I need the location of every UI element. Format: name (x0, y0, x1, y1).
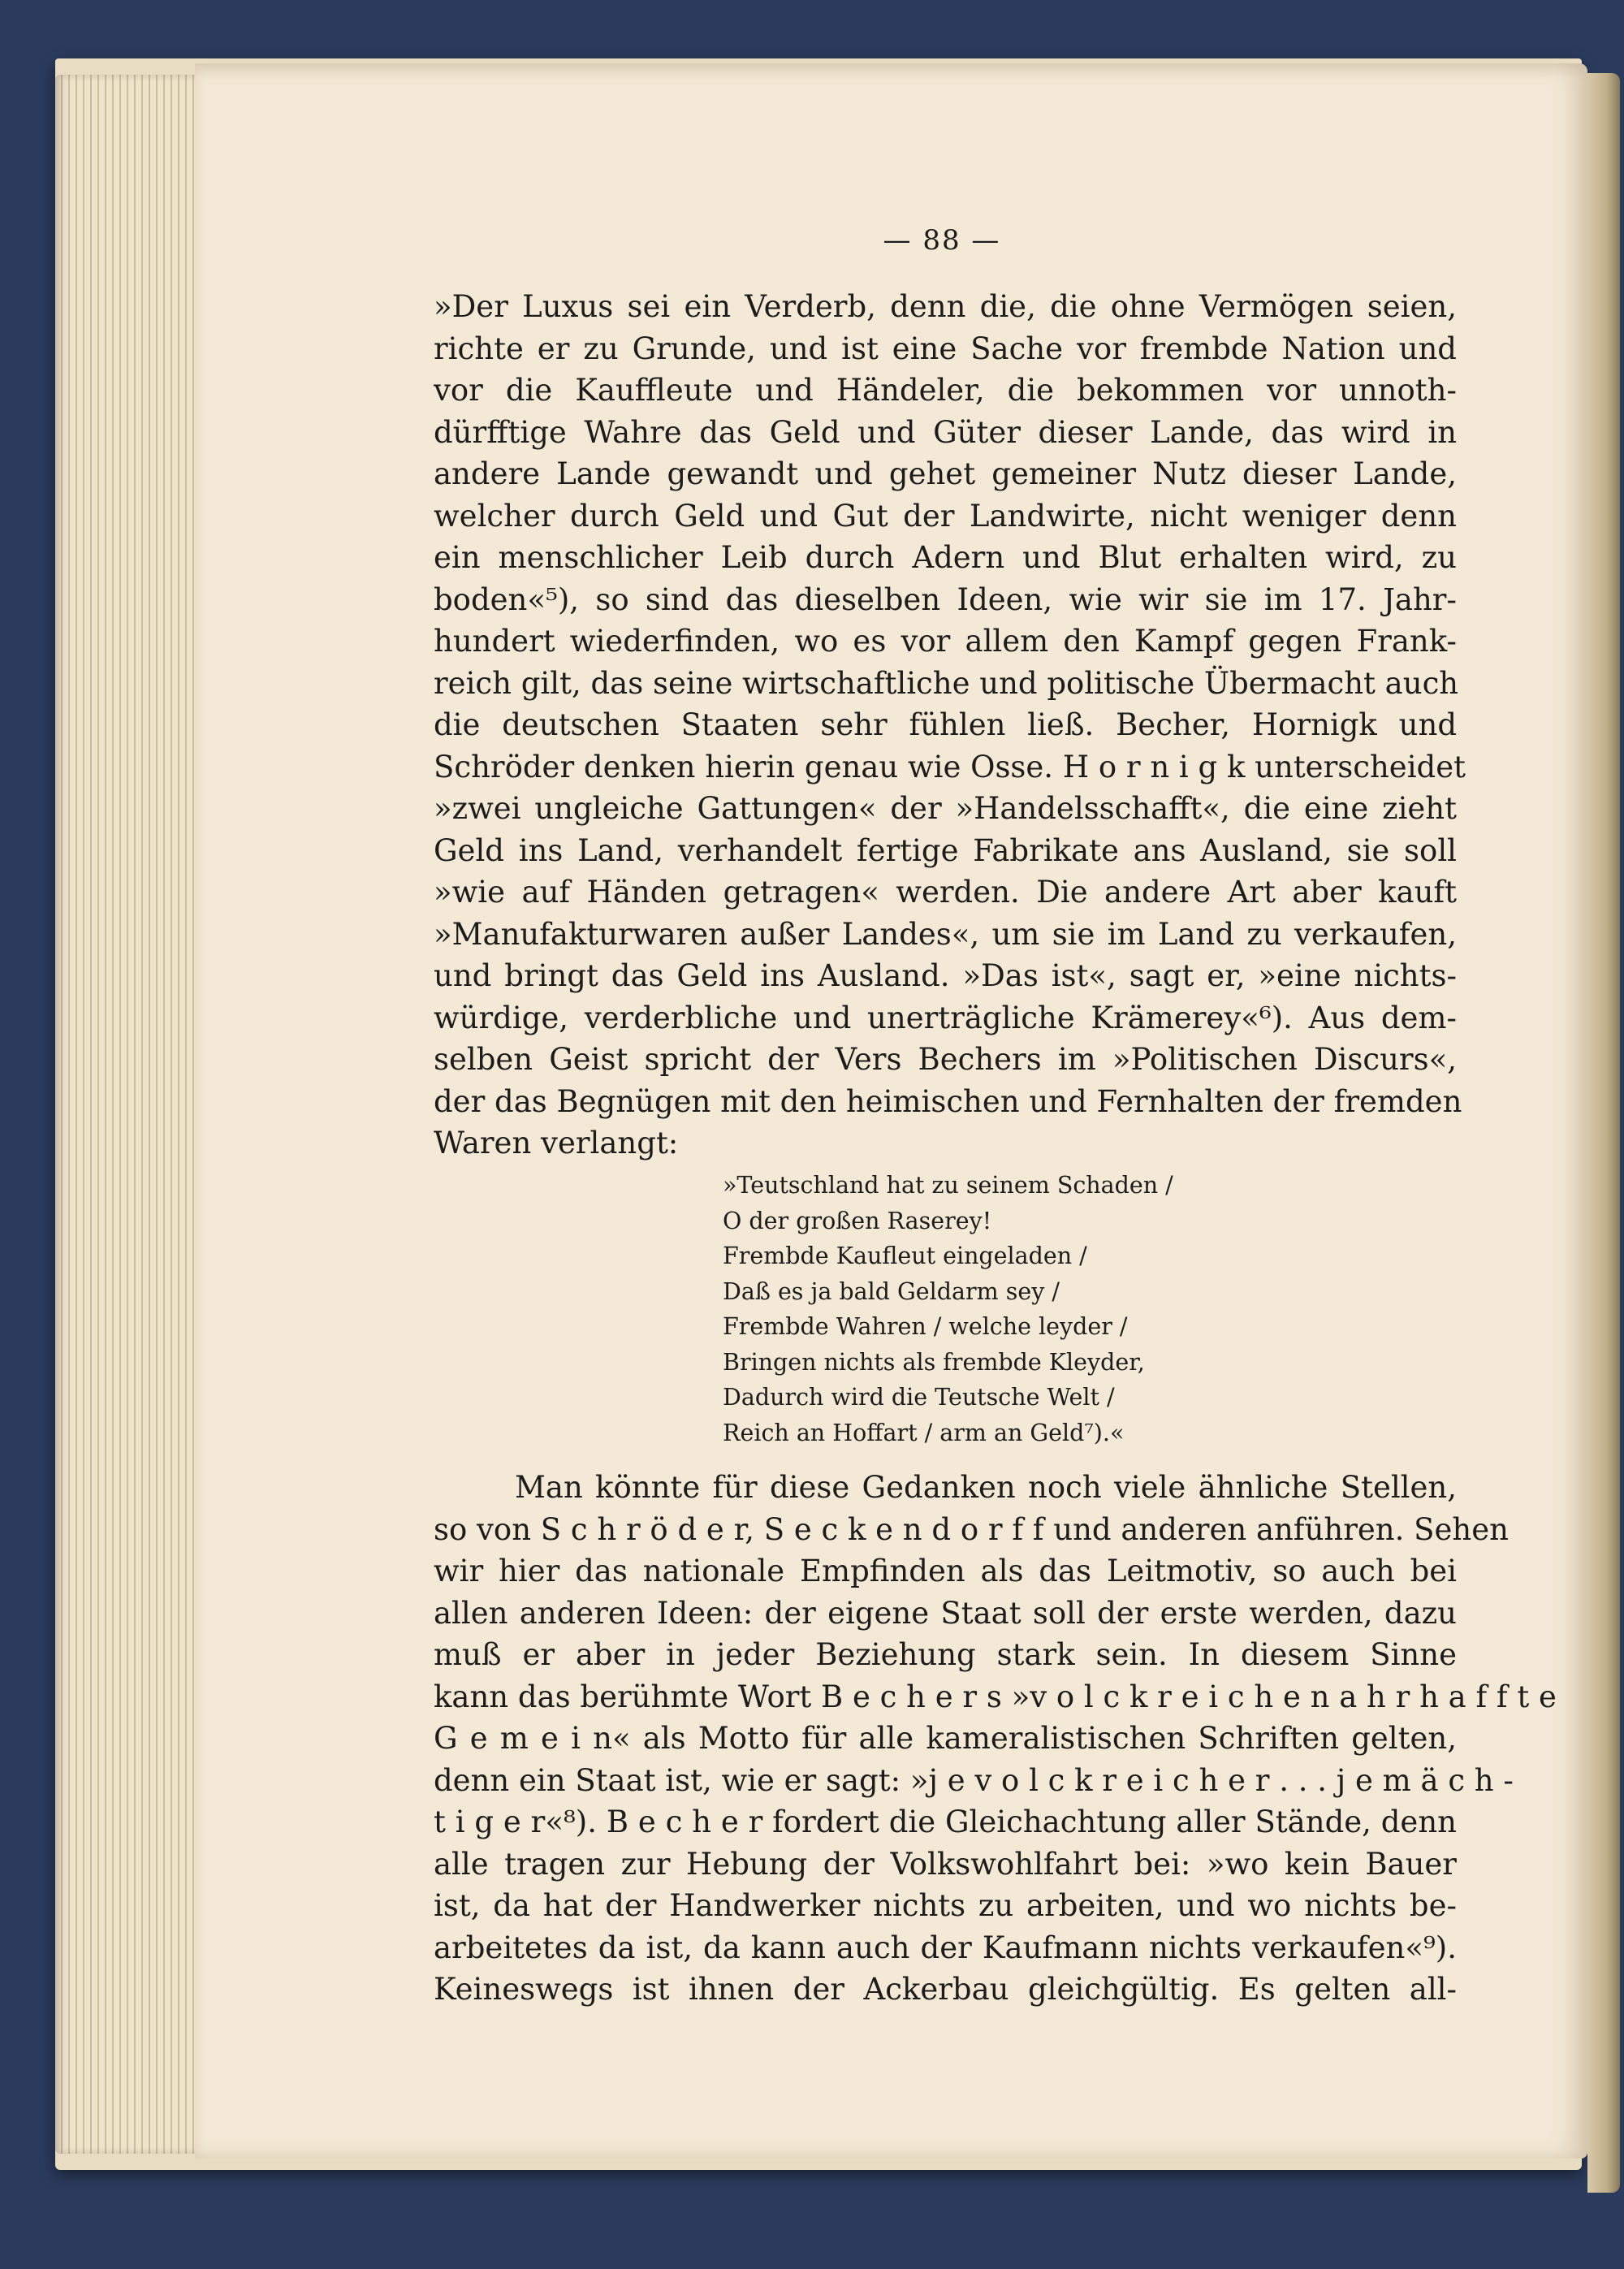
text-line: andere Lande gewandt und gehet gemeiner Nutz dieser Lande, (434, 456, 1457, 491)
verse-line: Frembde Kaufleut eingeladen / (723, 1243, 1087, 1269)
text-line: arbeitetes da ist, da kann auch der Kaufmann nichts verkaufen«⁹). (434, 1930, 1457, 1965)
verse-line: Daß es ja bald Geldarm sey / (723, 1277, 1060, 1305)
page-number: — 88 — (883, 224, 1001, 257)
text-line: »Manufakturwaren außer Landes«, um sie im Land zu verkaufen, (434, 916, 1457, 952)
text-line: richte er zu Grunde, und ist eine Sache vor frembde Nation und (434, 331, 1457, 366)
text-line: die deutschen Staaten sehr fühlen ließ. Becher, Hornigk und (434, 707, 1457, 742)
text-line: kann das berühmte Wort B e c h e r s »v o l c k r e i c h e n a h r h a f f t e (434, 1679, 1557, 1714)
text-line: so von S c h r ö d e r, S e c k e n d o r f f und anderen anführen. Sehen (434, 1511, 1509, 1547)
text-line: G e m e i n« als Motto für alle kameralistischen Schriften gelten, (434, 1721, 1457, 1756)
text-line: Man könnte für diese Gedanken noch viele ähnliche Stellen, (515, 1470, 1457, 1505)
paragraph-2 (434, 1467, 1557, 2011)
verse-line: »Teutschland hat zu seinem Schaden / (723, 1172, 1173, 1199)
text-line: wir hier das nationale Empfinden als das Leitmotiv, so auch bei (434, 1554, 1457, 1588)
text-line: selben Geist spricht der Vers Bechers im »Politischen Discurs«, (434, 1042, 1457, 1077)
text-line: reich gilt, das seine wirtschaftliche und politische Übermacht auch (434, 665, 1459, 701)
text-line: »Der Luxus sei ein Verderb, denn die, die ohne Vermögen seien, (434, 289, 1457, 324)
verse-line: O der großen Raserey! (723, 1207, 992, 1234)
text-line: ein menschlicher Leib durch Adern und Blut erhalten wird, zu (434, 540, 1457, 575)
text-line: vor die Kauffleute und Händeler, die bekommen vor unnoth- (434, 373, 1457, 408)
book-right-edge (1587, 73, 1620, 2193)
text-line: alle tragen zur Hebung der Volkswohlfahrt bei: »wo kein Bauer (434, 1846, 1457, 1882)
verse-line: Frembde Wahren / welche leyder / (723, 1313, 1128, 1340)
text-line: welcher durch Geld und Gut der Landwirte, nicht weniger denn (434, 498, 1457, 534)
text-line: »wie auf Händen getragen« werden. Die andere Art aber kauft (434, 875, 1457, 910)
text-line: der das Begnügen mit den heimischen und Fernhalten der fremden (434, 1083, 1462, 1119)
verse-line: Reich an Hoffart / arm an Geld⁷).« (723, 1419, 1125, 1446)
text-line: hundert wiederfinden, wo es vor allem den Kampf gegen Frank- (434, 624, 1457, 659)
text-line: denn ein Staat ist, wie er sagt: »j e v o l c k r e i c h e r . . . j e m ä c h - (434, 1762, 1514, 1798)
text-line: Waren verlangt: (434, 1126, 679, 1160)
text-line: würdige, verderbliche und unerträgliche Krämerey«⁶). Aus dem- (434, 1000, 1457, 1035)
text-line: allen anderen Ideen: der eigene Staat soll der erste werden, dazu (434, 1595, 1457, 1631)
page-edges (55, 75, 209, 2154)
text-line: Geld ins Land, verhandelt fertige Fabrikate ans Ausland, sie soll (434, 832, 1457, 868)
text-line: t i g e r«⁸). B e c h e r fordert die Gleichachtung aller Stände, denn (434, 1804, 1457, 1839)
verse-line: Dadurch wird die Teutsche Welt / (723, 1384, 1115, 1411)
paragraph-1 (434, 286, 1466, 1165)
text-line: muß er aber in jeder Beziehung stark sein. In diesem Sinne (434, 1637, 1457, 1672)
text-line: Keineswegs ist ihnen der Ackerbau gleichgültig. Es gelten all- (434, 1972, 1457, 2007)
text-line: und bringt das Geld ins Ausland. »Das ist«, sagt er, »eine nichts- (434, 958, 1457, 993)
text-line: ist, da hat der Handwerker nichts zu arbeiten, und wo nichts be- (434, 1888, 1457, 1923)
verse-quote (723, 1168, 1177, 1450)
text-line: boden«⁵), so sind das dieselben Ideen, wie wir sie im 17. Jahr- (434, 581, 1457, 617)
text-line: Schröder denken hierin genau wie Osse. H o r n i g k unterscheidet (434, 749, 1466, 784)
text-line: »zwei ungleiche Gattungen« der »Handelsschafft«, die eine zieht (434, 791, 1457, 826)
verse-line: Bringen nichts als frembde Kleyder, (723, 1348, 1145, 1376)
text-line: dürfftige Wahre das Geld und Güter dieser Lande, das wird in (434, 414, 1457, 450)
